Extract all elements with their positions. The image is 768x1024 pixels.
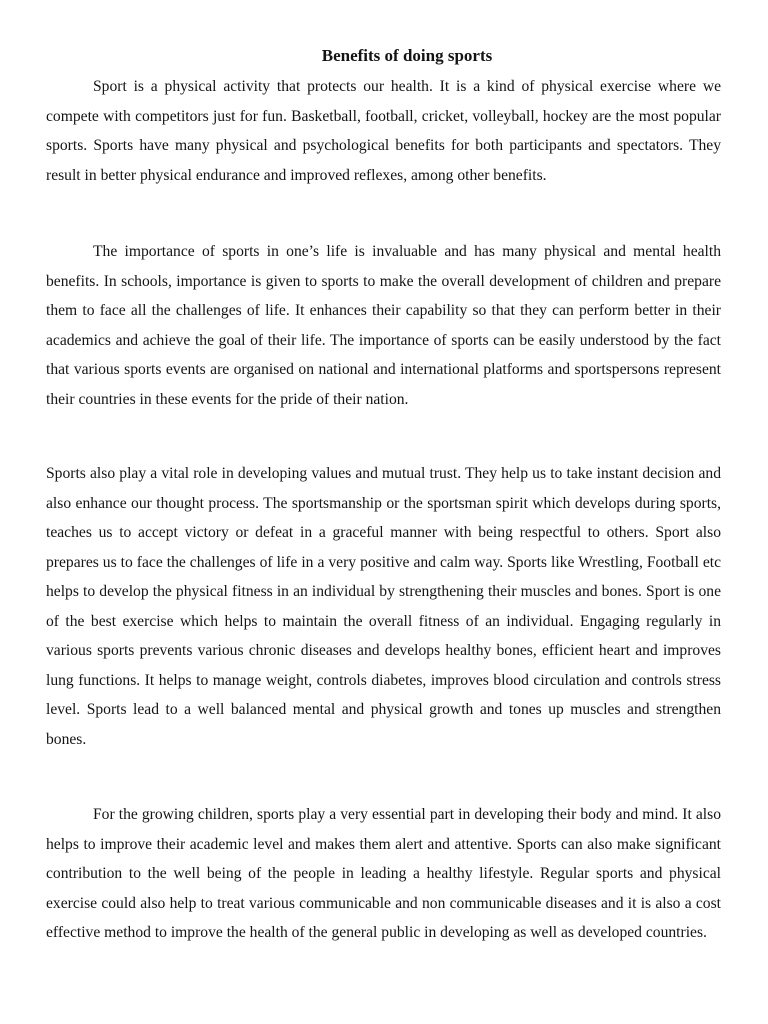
document-title: Benefits of doing sports: [321, 46, 493, 65]
paragraph-values: Sports also play a vital role in developing values and mutual trust. They help us to take instant decision and also enhance our thought process. The sportsmanship or the sportsman spirit which develops during sports, teaches us to accept victory or defeat in a graceful manner with being respectful to others. Sport also prepares us to face the challenges of life in a very positive and calm way. Sports like Wrestling, Football etc helps to develop the physical fitness in an individual by strengthening their muscles and bones. Sport is one of the best exercise which helps to maintain the overall fitness of an individual. Engaging regularly in various sports prevents various chronic diseases and develops healthy bones, efficient heart and improves lung functions. It helps to manage weight, controls diabetes, improves blood circulation and controls stress level. Sports lead to a well balanced mental and physical growth and tones up muscles and strengthen bones.: [46, 465, 721, 748]
paragraph-intro: Sport is a physical activity that protects our health. It is a kind of physical exercise where we compete with competitors just for fun. Basketball, football, cricket, volleyball, hockey are the most popular sports. Sports have many physical and psychological benefits for both participants and spectators. They result in better physical endurance and improved reflexes, among other benefits.: [46, 78, 721, 184]
paragraph-children: For the growing children, sports play a very essential part in developing their body and mind. It also helps to improve their academic level and makes them alert and attentive. Sports can also make significant contribution to the well being of the people in leading a healthy lifestyle. Regular sports and physical exercise could also help to treat various communicable and non communicable diseases and it is also a cost effective method to improve the health of the general public in developing as well as developed countries.: [46, 806, 721, 941]
paragraph-importance: The importance of sports in one’s life is invaluable and has many physical and mental health benefits. In schools, importance is given to sports to make the overall development of children and prepare them to face all the challenges of life. It enhances their capability so that they can perform better in their academics and achieve the goal of their life. The importance of sports can be easily understood by the fact that various sports events are organised on national and international platforms and sportspersons represent their countries in these events for the pride of their nation.: [46, 243, 721, 408]
